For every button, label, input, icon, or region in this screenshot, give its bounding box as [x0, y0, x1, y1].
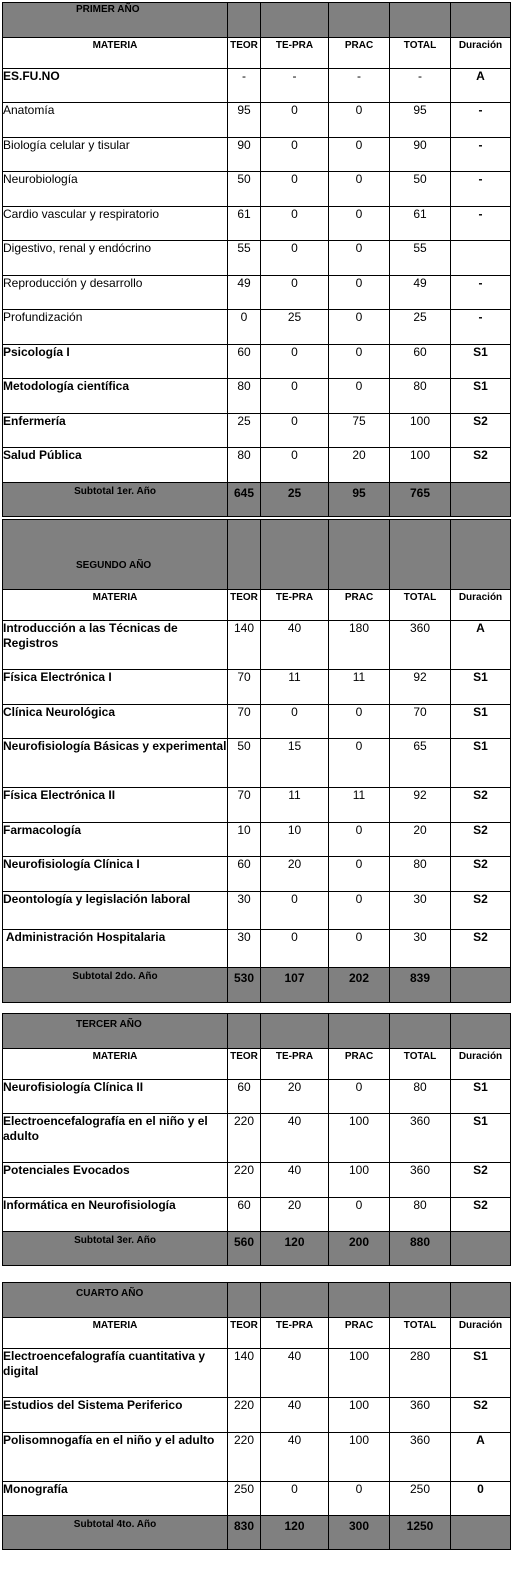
hours-total: 80: [390, 1080, 451, 1114]
year-title: PRIMER AÑO: [3, 3, 228, 38]
hours-prac: 75: [329, 414, 390, 448]
hours-teor: 10: [228, 823, 261, 857]
header-teor: TEOR: [228, 1318, 261, 1349]
hours-tepra: 11: [261, 670, 329, 705]
table-row: [3, 892, 511, 930]
duration-cell: S1: [451, 1114, 511, 1163]
hours-teor: 30: [228, 930, 261, 968]
hours-tepra: 0: [261, 103, 329, 138]
hours-teor: 60: [228, 857, 261, 892]
table-row: [3, 930, 511, 968]
hours-tepra: 0: [261, 138, 329, 172]
table-row: [3, 857, 511, 892]
hours-total: 92: [390, 788, 451, 823]
subject-name: Informática en Neurofisiología: [3, 1198, 228, 1232]
hours-total: 360: [390, 1114, 451, 1163]
duration-cell: A: [451, 1433, 511, 1482]
year-title-blank: [261, 520, 329, 590]
header-duracion: Duración: [451, 38, 511, 69]
subtotal-row: [3, 483, 511, 517]
header-tepra: TE-PRA: [261, 38, 329, 69]
duration-cell: S1: [451, 379, 511, 414]
hours-prac: 0: [329, 739, 390, 788]
year-title-blank: [261, 1014, 329, 1049]
subject-name: Salud Pública: [3, 448, 228, 483]
subtotal-duracion-blank: [451, 483, 511, 517]
hours-total: 80: [390, 379, 451, 414]
header-materia: MATERIA: [3, 1049, 228, 1080]
subject-name: Física Electrónica I: [3, 670, 228, 705]
hours-teor: 220: [228, 1163, 261, 1198]
table-row: [3, 1482, 511, 1516]
table-row: [3, 69, 511, 103]
hours-tepra: 0: [261, 1482, 329, 1516]
subtotal-label: Subtotal 1er. Año: [3, 483, 228, 517]
hours-tepra: 0: [261, 276, 329, 310]
year-title-blank: [390, 3, 451, 38]
hours-total: 360: [390, 1163, 451, 1198]
hours-teor: 250: [228, 1482, 261, 1516]
subject-name: Polisomnogafía en el niño y el adulto: [3, 1433, 228, 1482]
subtotal-teor: 530: [228, 968, 261, 1003]
hours-tepra: 20: [261, 1080, 329, 1114]
hours-prac: 0: [329, 892, 390, 930]
hours-prac: 0: [329, 345, 390, 379]
year-table: [2, 519, 511, 1003]
hours-tepra: 40: [261, 621, 329, 670]
hours-total: 90: [390, 138, 451, 172]
year-title-blank: [329, 3, 390, 38]
hours-prac: 11: [329, 788, 390, 823]
year-title-blank: [329, 520, 390, 590]
duration-cell: S1: [451, 705, 511, 739]
header-materia: MATERIA: [3, 590, 228, 621]
duration-cell: S2: [451, 788, 511, 823]
duration-cell: S2: [451, 892, 511, 930]
hours-teor: 61: [228, 207, 261, 241]
hours-tepra: 10: [261, 823, 329, 857]
duration-cell: A: [451, 69, 511, 103]
subject-name: Electroencefalografía cuantitativa y digital: [3, 1349, 228, 1398]
year-title-blank: [390, 1283, 451, 1318]
hours-total: 360: [390, 1398, 451, 1433]
hours-prac: 0: [329, 207, 390, 241]
hours-teor: 95: [228, 103, 261, 138]
subject-name: Farmacología: [3, 823, 228, 857]
table-row: [3, 705, 511, 739]
subject-name: Monografía: [3, 1482, 228, 1516]
subtotal-row: [3, 968, 511, 1003]
column-header-row: [3, 1049, 511, 1080]
table-row: [3, 172, 511, 207]
header-teor: TEOR: [228, 1049, 261, 1080]
table-row: [3, 414, 511, 448]
hours-teor: 220: [228, 1433, 261, 1482]
hours-total: 360: [390, 1433, 451, 1482]
subject-name: Neurobiología: [3, 172, 228, 207]
hours-prac: 0: [329, 379, 390, 414]
hours-prac: 0: [329, 930, 390, 968]
subtotal-row: [3, 1516, 511, 1550]
hours-teor: 220: [228, 1114, 261, 1163]
hours-tepra: 20: [261, 857, 329, 892]
hours-teor: 70: [228, 670, 261, 705]
subtotal-prac: 200: [329, 1232, 390, 1266]
duration-cell: -: [451, 172, 511, 207]
duration-cell: S2: [451, 857, 511, 892]
subject-name: Profundización: [3, 310, 228, 345]
hours-tepra: 0: [261, 241, 329, 276]
year-title-blank: [329, 1283, 390, 1318]
subtotal-duracion-blank: [451, 1516, 511, 1550]
hours-prac: 100: [329, 1433, 390, 1482]
hours-prac: 0: [329, 857, 390, 892]
table-row: [3, 241, 511, 276]
hours-tepra: 0: [261, 930, 329, 968]
header-tepra: TE-PRA: [261, 1049, 329, 1080]
hours-total: 80: [390, 857, 451, 892]
table-row: [3, 207, 511, 241]
duration-cell: S2: [451, 1398, 511, 1433]
subject-name: Estudios del Sistema Periferico: [3, 1398, 228, 1433]
year-title-blank: [451, 520, 511, 590]
hours-tepra: 0: [261, 892, 329, 930]
subject-name: Reproducción y desarrollo: [3, 276, 228, 310]
subject-name: Biología celular y tisular: [3, 138, 228, 172]
duration-cell: -: [451, 103, 511, 138]
header-prac: PRAC: [329, 590, 390, 621]
subtotal-total: 880: [390, 1232, 451, 1266]
hours-prac: 11: [329, 670, 390, 705]
hours-prac: 0: [329, 241, 390, 276]
subject-name: Electroencefalografía en el niño y el adulto: [3, 1114, 228, 1163]
duration-cell: S1: [451, 670, 511, 705]
table-row: [3, 138, 511, 172]
hours-total: 50: [390, 172, 451, 207]
year-title-blank: [261, 1283, 329, 1318]
hours-total: -: [390, 69, 451, 103]
hours-teor: 60: [228, 1198, 261, 1232]
hours-prac: 0: [329, 172, 390, 207]
table-row: [3, 345, 511, 379]
subject-name: Neurofisiología Clínica II: [3, 1080, 228, 1114]
table-row: [3, 1433, 511, 1482]
year-title-blank: [451, 3, 511, 38]
duration-cell: S1: [451, 739, 511, 788]
header-prac: PRAC: [329, 38, 390, 69]
subject-name: Introducción a las Técnicas de Registros: [3, 621, 228, 670]
subtotal-duracion-blank: [451, 968, 511, 1003]
subtotal-row: [3, 1232, 511, 1266]
year-title-row: [3, 520, 511, 590]
subtotal-teor: 560: [228, 1232, 261, 1266]
table-row: [3, 103, 511, 138]
hours-tepra: 25: [261, 310, 329, 345]
table-row: [3, 310, 511, 345]
duration-cell: S2: [451, 414, 511, 448]
hours-tepra: 0: [261, 705, 329, 739]
hours-tepra: 0: [261, 414, 329, 448]
subject-name: Clínica Neurológica: [3, 705, 228, 739]
duration-cell: S1: [451, 1349, 511, 1398]
year-title-row: [3, 3, 511, 38]
header-tepra: TE-PRA: [261, 1318, 329, 1349]
hours-teor: 90: [228, 138, 261, 172]
header-teor: TEOR: [228, 38, 261, 69]
header-total: TOTAL: [390, 1049, 451, 1080]
year-title-row: [3, 1283, 511, 1318]
subject-name: ES.FU.NO: [3, 69, 228, 103]
hours-tepra: 0: [261, 379, 329, 414]
year-table: [2, 1013, 511, 1266]
subtotal-total: 1250: [390, 1516, 451, 1550]
table-row: [3, 1398, 511, 1433]
subject-name: Metodología científica: [3, 379, 228, 414]
table-row: [3, 670, 511, 705]
header-prac: PRAC: [329, 1049, 390, 1080]
subtotal-prac: 300: [329, 1516, 390, 1550]
table-row: [3, 448, 511, 483]
duration-cell: -: [451, 276, 511, 310]
table-row: [3, 379, 511, 414]
hours-total: 92: [390, 670, 451, 705]
hours-teor: 50: [228, 172, 261, 207]
duration-cell: S2: [451, 930, 511, 968]
header-prac: PRAC: [329, 1318, 390, 1349]
hours-teor: 0: [228, 310, 261, 345]
table-row: [3, 621, 511, 670]
hours-total: 250: [390, 1482, 451, 1516]
year-title-blank: [228, 1283, 261, 1318]
hours-tepra: 40: [261, 1398, 329, 1433]
table-row: [3, 1080, 511, 1114]
hours-total: 100: [390, 448, 451, 483]
hours-prac: 0: [329, 1482, 390, 1516]
duration-cell: -: [451, 138, 511, 172]
header-teor: TEOR: [228, 590, 261, 621]
hours-tepra: -: [261, 69, 329, 103]
hours-teor: -: [228, 69, 261, 103]
year-title: CUARTO AÑO: [3, 1283, 228, 1318]
subtotal-label: Subtotal 4to. Año: [3, 1516, 228, 1550]
hours-total: 70: [390, 705, 451, 739]
hours-total: 30: [390, 892, 451, 930]
hours-total: 55: [390, 241, 451, 276]
subtotal-total: 839: [390, 968, 451, 1003]
year-table: [2, 1282, 511, 1550]
subtotal-tepra: 107: [261, 968, 329, 1003]
subtotal-label: Subtotal 3er. Año: [3, 1232, 228, 1266]
hours-teor: 60: [228, 345, 261, 379]
subtotal-prac: 95: [329, 483, 390, 517]
hours-tepra: 0: [261, 345, 329, 379]
hours-prac: 0: [329, 1080, 390, 1114]
hours-tepra: 20: [261, 1198, 329, 1232]
hours-prac: 0: [329, 705, 390, 739]
table-row: [3, 788, 511, 823]
year-title-blank: [228, 3, 261, 38]
hours-total: 100: [390, 414, 451, 448]
year-title-blank: [451, 1283, 511, 1318]
duration-cell: S2: [451, 448, 511, 483]
hours-total: 30: [390, 930, 451, 968]
hours-teor: 60: [228, 1080, 261, 1114]
column-header-row: [3, 590, 511, 621]
hours-prac: 0: [329, 1198, 390, 1232]
hours-teor: 80: [228, 448, 261, 483]
header-total: TOTAL: [390, 590, 451, 621]
table-row: [3, 739, 511, 788]
hours-total: 49: [390, 276, 451, 310]
subject-name: Deontología y legislación laboral: [3, 892, 228, 930]
header-duracion: Duración: [451, 590, 511, 621]
header-duracion: Duración: [451, 1049, 511, 1080]
hours-tepra: 11: [261, 788, 329, 823]
year-title-blank: [329, 1014, 390, 1049]
year-title-blank: [261, 3, 329, 38]
subtotal-tepra: 120: [261, 1232, 329, 1266]
hours-teor: 30: [228, 892, 261, 930]
hours-prac: 0: [329, 823, 390, 857]
header-duracion: Duración: [451, 1318, 511, 1349]
subtotal-teor: 645: [228, 483, 261, 517]
header-materia: MATERIA: [3, 38, 228, 69]
hours-total: 61: [390, 207, 451, 241]
duration-cell: S2: [451, 1198, 511, 1232]
hours-tepra: 0: [261, 448, 329, 483]
hours-tepra: 40: [261, 1114, 329, 1163]
hours-prac: 0: [329, 103, 390, 138]
subject-name: Neurofisiología Básicas y experimental: [3, 739, 228, 788]
hours-tepra: 0: [261, 207, 329, 241]
year-title-blank: [451, 1014, 511, 1049]
hours-total: 20: [390, 823, 451, 857]
hours-tepra: 40: [261, 1163, 329, 1198]
hours-prac: -: [329, 69, 390, 103]
year-title: TERCER AÑO: [3, 1014, 228, 1049]
subject-name: Cardio vascular y respiratorio: [3, 207, 228, 241]
subtotal-tepra: 25: [261, 483, 329, 517]
year-title-blank: [228, 520, 261, 590]
subject-name: Administración Hospitalaria: [3, 930, 228, 968]
subject-name: Neurofisiología Clínica I: [3, 857, 228, 892]
duration-cell: [451, 241, 511, 276]
hours-teor: 140: [228, 1349, 261, 1398]
header-tepra: TE-PRA: [261, 590, 329, 621]
year-title-blank: [390, 1014, 451, 1049]
year-title: SEGUNDO AÑO: [3, 520, 228, 590]
duration-cell: 0: [451, 1482, 511, 1516]
hours-teor: 50: [228, 739, 261, 788]
hours-prac: 100: [329, 1114, 390, 1163]
hours-prac: 100: [329, 1349, 390, 1398]
hours-prac: 0: [329, 276, 390, 310]
hours-teor: 55: [228, 241, 261, 276]
subtotal-teor: 830: [228, 1516, 261, 1550]
hours-tepra: 15: [261, 739, 329, 788]
hours-total: 80: [390, 1198, 451, 1232]
duration-cell: S2: [451, 823, 511, 857]
subject-name: Anatomía: [3, 103, 228, 138]
hours-teor: 80: [228, 379, 261, 414]
duration-cell: S1: [451, 1080, 511, 1114]
hours-teor: 70: [228, 705, 261, 739]
table-row: [3, 1198, 511, 1232]
table-row: [3, 1114, 511, 1163]
table-row: [3, 823, 511, 857]
subtotal-prac: 202: [329, 968, 390, 1003]
header-total: TOTAL: [390, 1318, 451, 1349]
hours-teor: 25: [228, 414, 261, 448]
column-header-row: [3, 1318, 511, 1349]
hours-tepra: 40: [261, 1433, 329, 1482]
subject-name: Psicología I: [3, 345, 228, 379]
hours-prac: 20: [329, 448, 390, 483]
duration-cell: A: [451, 621, 511, 670]
year-title-blank: [390, 520, 451, 590]
subject-name: Digestivo, renal y endócrino: [3, 241, 228, 276]
header-materia: MATERIA: [3, 1318, 228, 1349]
duration-cell: -: [451, 207, 511, 241]
hours-prac: 0: [329, 310, 390, 345]
hours-total: 280: [390, 1349, 451, 1398]
table-row: [3, 1349, 511, 1398]
hours-total: 60: [390, 345, 451, 379]
hours-teor: 70: [228, 788, 261, 823]
hours-total: 360: [390, 621, 451, 670]
subject-name: Potenciales Evocados: [3, 1163, 228, 1198]
table-row: [3, 1163, 511, 1198]
column-header-row: [3, 38, 511, 69]
hours-total: 25: [390, 310, 451, 345]
hours-teor: 220: [228, 1398, 261, 1433]
subtotal-tepra: 120: [261, 1516, 329, 1550]
subtotal-label: Subtotal 2do. Año: [3, 968, 228, 1003]
year-title-blank: [228, 1014, 261, 1049]
table-row: [3, 276, 511, 310]
year-table: [2, 2, 511, 517]
hours-teor: 49: [228, 276, 261, 310]
hours-total: 65: [390, 739, 451, 788]
hours-prac: 0: [329, 138, 390, 172]
subject-name: Física Electrónica II: [3, 788, 228, 823]
hours-tepra: 40: [261, 1349, 329, 1398]
subject-name: Enfermería: [3, 414, 228, 448]
hours-prac: 100: [329, 1163, 390, 1198]
hours-prac: 180: [329, 621, 390, 670]
year-title-row: [3, 1014, 511, 1049]
header-total: TOTAL: [390, 38, 451, 69]
hours-total: 95: [390, 103, 451, 138]
subtotal-total: 765: [390, 483, 451, 517]
subtotal-duracion-blank: [451, 1232, 511, 1266]
duration-cell: -: [451, 310, 511, 345]
duration-cell: S2: [451, 1163, 511, 1198]
hours-prac: 100: [329, 1398, 390, 1433]
hours-teor: 140: [228, 621, 261, 670]
hours-tepra: 0: [261, 172, 329, 207]
duration-cell: S1: [451, 345, 511, 379]
